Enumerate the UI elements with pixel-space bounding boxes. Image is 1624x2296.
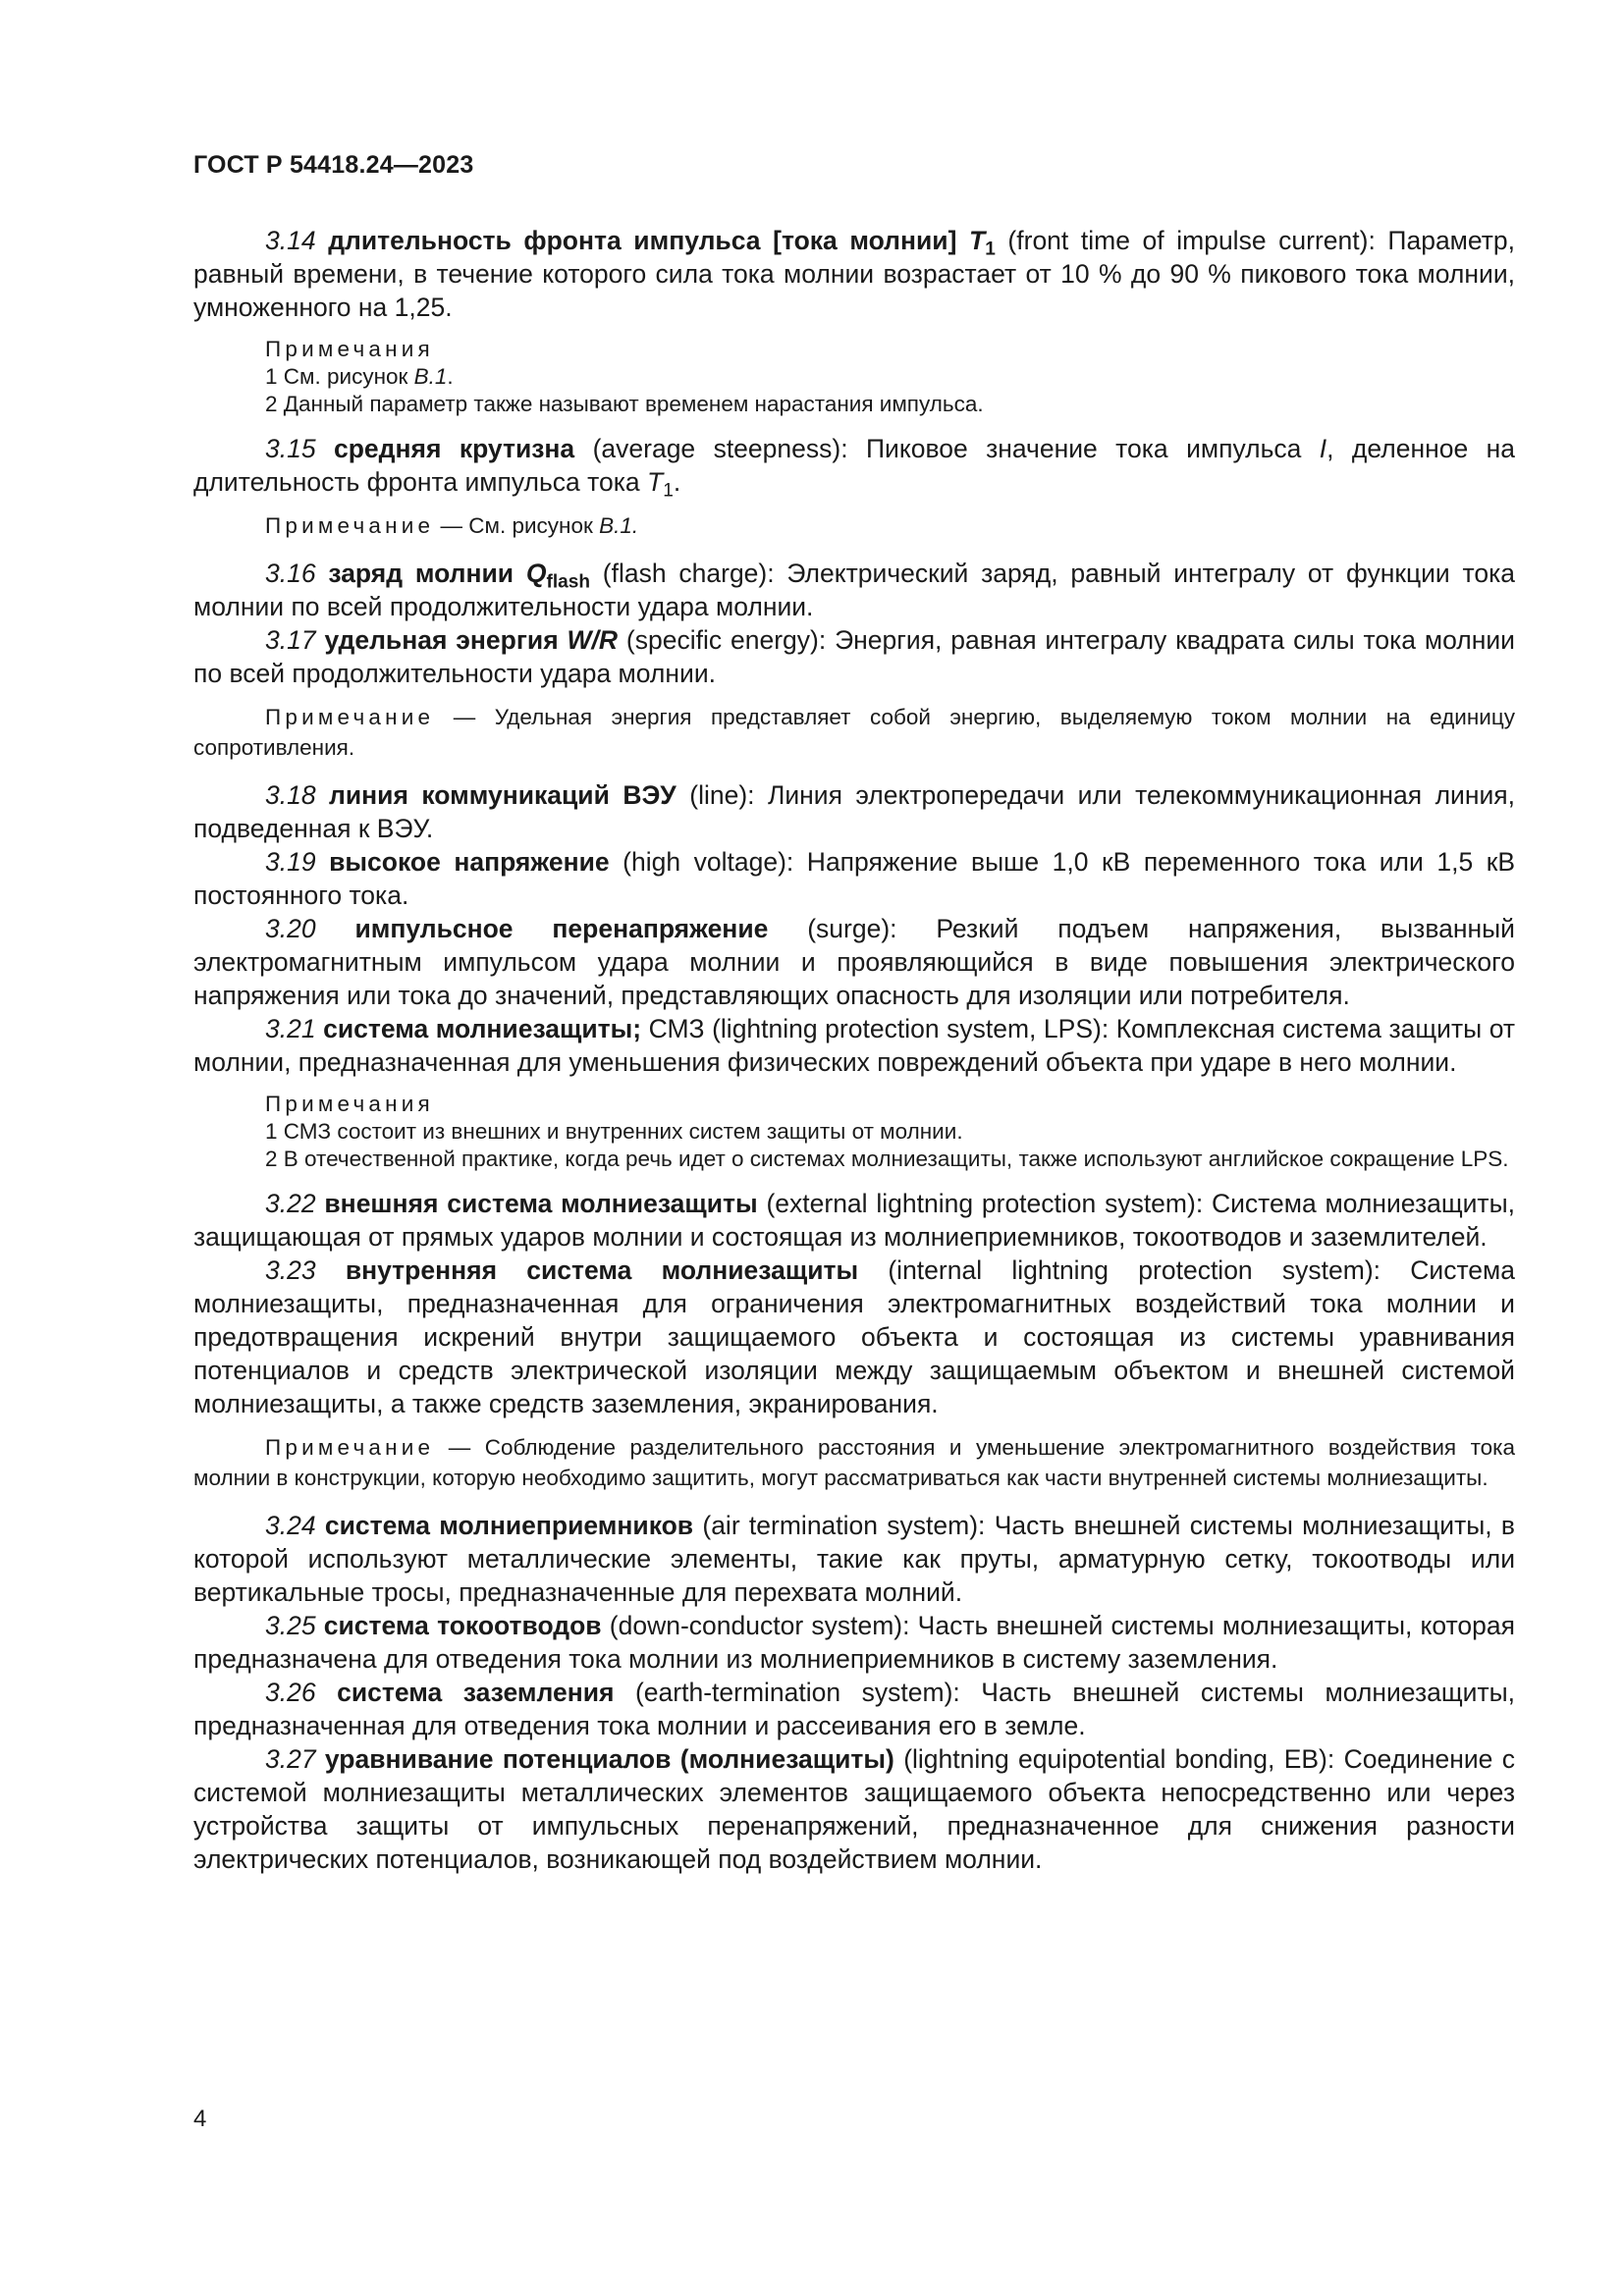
document-code: ГОСТ Р 54418.24—2023 (193, 151, 474, 179)
term-symbol: T (969, 226, 986, 255)
notes-3-21 (193, 1091, 1515, 1173)
term-symbol-subscript: 1 (985, 239, 996, 260)
note-text: . (447, 364, 454, 389)
term-name: линия коммуникаций ВЭУ (329, 780, 677, 810)
term-name: уравнивание потенциалов (молниезащиты) (324, 1744, 894, 1774)
term-symbol: W/R (567, 625, 619, 655)
term-number: 3.24 (265, 1511, 316, 1540)
term-definition: (lightning equipotential bonding, EB): Соединение с системой молниезащиты металлических элементов защищаемого объекта непосредственно или через устройства защиты от импульсных перенапряжений, предназначенное для снижения разности электрических потенциалов, возникающей под воздействием молнии. (193, 1744, 1515, 1874)
note-item: 2 Данный параметр также называют временем нарастания импульса. (265, 392, 984, 416)
term-definition: СМЗ (lightning protection system, LPS): Комплексная система защиты от молнии, предназначенная для уменьшения физических повреждений объекта при ударе в него молнии. (193, 1014, 1515, 1077)
term-3-15 (193, 432, 1515, 502)
term-definition: (line): Линия электропередачи или телекоммуникационная линия, подведенная к ВЭУ. (193, 780, 1515, 843)
term-number: 3.20 (265, 914, 316, 943)
term-3-17 (193, 623, 1515, 690)
term-definition: , деленное на длительность фронта импульса тока (193, 434, 1515, 497)
term-number: 3.21 (265, 1014, 316, 1043)
term-3-24 (193, 1509, 1515, 1609)
term-name: заряд молнии (328, 559, 514, 588)
term-definition: (high voltage): Напряжение выше 1,0 кВ переменного тока или 1,5 кВ постоянного тока. (193, 847, 1515, 910)
term-definition: (specific energy): Энергия, равная интегралу квадрата силы тока молнии по всей продолжительности удара молнии. (193, 625, 1515, 688)
figure-reference: В.1. (599, 513, 639, 538)
term-name: импульсное перенапряжение (354, 914, 769, 943)
term-3-23 (193, 1254, 1515, 1420)
term-definition: . (673, 467, 681, 497)
note-text: 1 См. рисунок (265, 364, 414, 389)
term-number: 3.22 (265, 1189, 316, 1218)
term-number: 3.25 (265, 1611, 316, 1640)
term-number: 3.26 (265, 1678, 316, 1707)
term-number: 3.15 (265, 434, 316, 463)
term-symbol: I (1319, 434, 1327, 463)
term-name: средняя крутизна (334, 434, 575, 463)
note-text: — См. рисунок (434, 513, 600, 538)
note-3-15 (193, 510, 1515, 541)
term-definition: (flash charge): Электрический заряд, равный интегралу от функции тока молнии по всей продолжительности удара молнии. (193, 559, 1516, 621)
term-number: 3.23 (265, 1255, 316, 1285)
note-text: — Соблюдение разделительного расстояния и уменьшение электромагнитного воздействия тока молнии в конструкции, которую необходимо защитить, могут рассматриваться как части внутренней системы молниезащиты. (193, 1435, 1515, 1490)
note-item: 1 СМЗ состоит из внешних и внутренних систем защиты от молнии. (265, 1119, 963, 1144)
term-definition: (down-conductor system): Часть внешней системы молниезащиты, которая предназначена для отведения тока молнии из молниеприемников в систему заземления. (193, 1611, 1515, 1674)
note-heading: Примечание (265, 513, 435, 538)
term-3-16 (193, 557, 1515, 623)
term-definition: (average steepness): Пиковое значение тока импульса (574, 434, 1320, 463)
term-definition: (surge): Резкий подъем напряжения, вызванный электромагнитным импульсом удара молнии и проявляющийся в виде повышения электрического напряжения или тока до значений, представляющих опасность для изоляции или потребителя. (193, 914, 1515, 1010)
term-definition: (air termination system): Часть внешней системы молниезащиты, в которой используют металлические элементы, такие как пруты, арматурную сетку, токоотводы или вертикальные тросы, предназначенные для перехвата молний. (193, 1511, 1515, 1607)
page-number: 4 (193, 2106, 207, 2132)
term-number: 3.18 (265, 780, 316, 810)
term-symbol-subscript: flash (546, 571, 591, 593)
term-3-26 (193, 1676, 1515, 1742)
term-symbol: T (647, 467, 664, 497)
term-number: 3.16 (265, 559, 316, 588)
note-heading: Примечание (265, 705, 435, 729)
note-text: — Удельная энергия представляет собой энергию, выделяемую током молнии на единицу сопротивления. (193, 705, 1515, 760)
term-symbol-subscript: 1 (663, 480, 674, 502)
notes-heading: Примечания (265, 1092, 434, 1116)
term-3-21 (193, 1012, 1515, 1079)
term-name: система молниезащиты; (323, 1014, 642, 1043)
term-definition: (external lightning protection system): Система молниезащиты, защищающая от прямых ударов молнии и состоящая из молниеприемников, токоотводов и заземлителей. (193, 1189, 1515, 1252)
document-body (193, 224, 1515, 1876)
term-definition: (internal lightning protection system): Система молниезащиты, предназначенная для ограничения электромагнитных воздействий тока молнии и предотвращения искрений внутри защищаемого объекта и состоящая из системы уравнивания потенциалов и средств электрической изоляции между защищаемым объектом и внешней системой молниезащиты, а также средств заземления, экранирования. (193, 1255, 1515, 1418)
term-3-27 (193, 1742, 1515, 1876)
note-item (193, 363, 1515, 391)
term-3-19 (193, 845, 1515, 912)
term-name: система токоотводов (323, 1611, 602, 1640)
term-3-22 (193, 1187, 1515, 1254)
term-3-25 (193, 1609, 1515, 1676)
note-3-23 (193, 1432, 1515, 1493)
term-definition: (earth-termination system): Часть внешней системы молниезащиты, предназначенная для отведения тока молнии и рассеивания его в земле. (193, 1678, 1515, 1740)
term-symbol: Q (525, 559, 547, 588)
note-3-17 (193, 702, 1515, 763)
figure-reference: В.1 (413, 364, 448, 389)
term-number: 3.27 (265, 1744, 316, 1774)
term-number: 3.14 (265, 226, 316, 255)
term-definition: (front time of impulse current): Параметр, равный времени, в течение которого сила тока молнии возрастает от 10 % до 90 % пикового тока молнии, умноженного на 1,25. (193, 226, 1515, 322)
notes-heading: Примечания (265, 337, 434, 361)
note-item: 2 В отечественной практике, когда речь идет о системах молниезащиты, также используют английское сокращение LPS. (265, 1147, 1509, 1171)
note-heading: Примечание (265, 1435, 435, 1460)
term-name: система заземления (337, 1678, 615, 1707)
term-name: внешняя система молниезащиты (324, 1189, 758, 1218)
notes-3-14 (193, 336, 1515, 418)
term-name: удельная энергия (324, 625, 559, 655)
term-3-20 (193, 912, 1515, 1012)
term-number: 3.19 (265, 847, 316, 877)
term-3-18 (193, 778, 1515, 845)
term-number: 3.17 (265, 625, 316, 655)
term-name: система молниеприемников (324, 1511, 694, 1540)
term-3-14 (193, 224, 1515, 324)
term-name: внутренняя система молниезащиты (345, 1255, 859, 1285)
term-name: длительность фронта импульса [тока молнии] (328, 226, 957, 255)
term-name: высокое напряжение (329, 847, 610, 877)
